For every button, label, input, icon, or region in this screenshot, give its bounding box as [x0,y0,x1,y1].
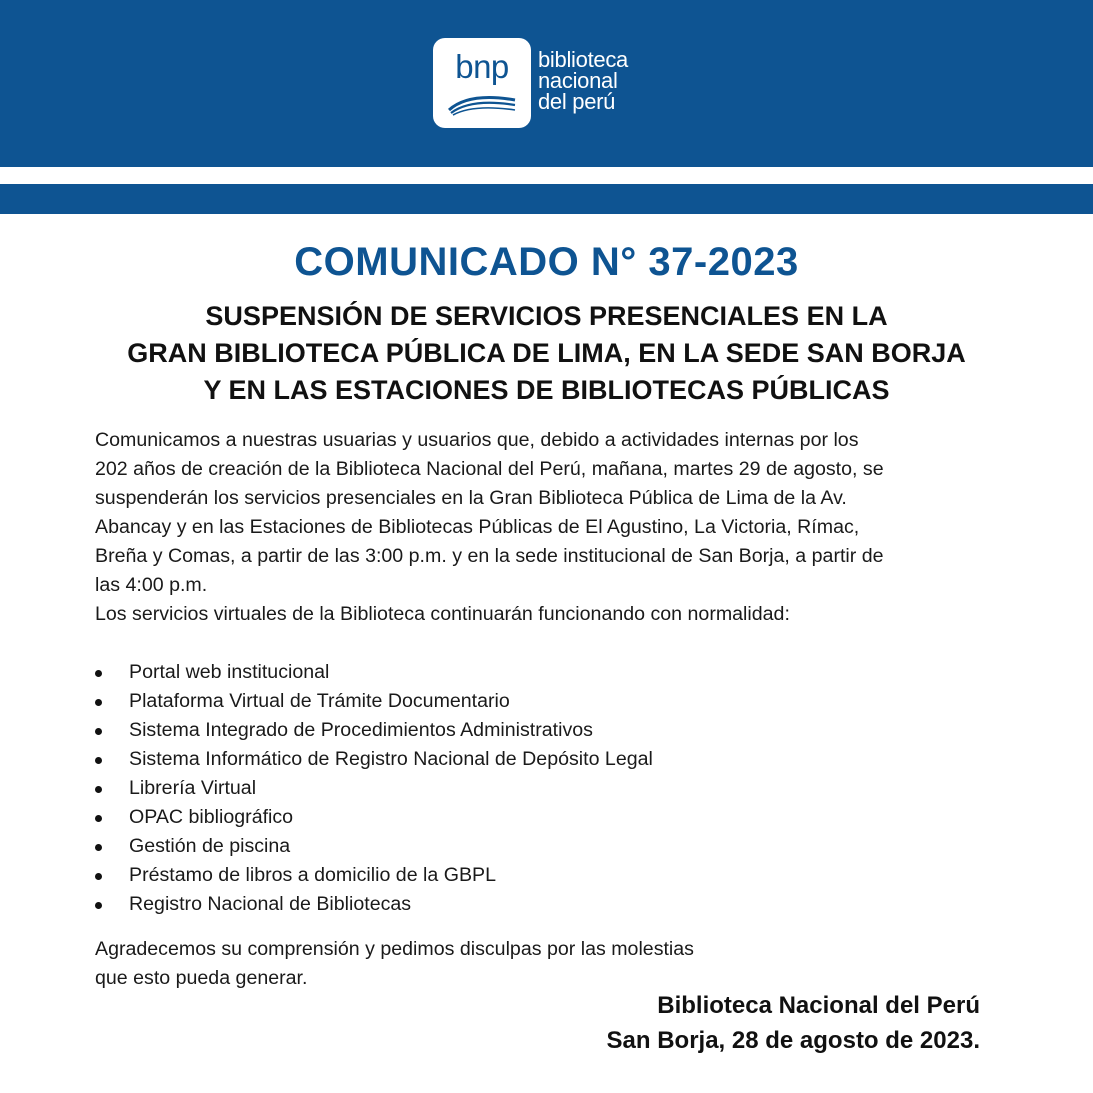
service-label: Portal web institucional [129,661,330,683]
body-line: Comunicamos a nuestras usuarias y usuarios que, debido a actividades internas por los [95,429,859,451]
bullet-icon [95,757,102,764]
body-line: 202 años de creación de la Biblioteca Nacional del Perú, mañana, martes 29 de agosto, se [95,458,884,480]
body-paragraph [95,426,995,629]
logo-name-line: biblioteca [538,47,628,72]
bullet-icon [95,699,102,706]
signature-institution: Biblioteca Nacional del Perú [657,992,980,1019]
signature-place-date: San Borja, 28 de agosto de 2023. [606,1027,980,1054]
body-line: Abancay y en las Estaciones de Bibliotecas Públicas de El Agustino, La Victoria, Rímac, [95,516,860,538]
bullet-icon [95,786,102,793]
service-label: Librería Virtual [129,777,257,799]
bullet-icon [95,873,102,880]
signature-block [607,988,980,1058]
subtitle-line: SUSPENSIÓN DE SERVICIOS PRESENCIALES EN LA [205,301,888,331]
logo-wordmark [538,49,628,112]
logo-name-line: del perú [538,89,616,114]
closing-paragraph [95,935,895,993]
bullet-icon [95,902,102,909]
document-title: COMUNICADO N° 37-2023 [294,240,799,284]
list-item [95,774,795,803]
open-book-icon [447,90,517,116]
body-line: suspenderán los servicios presenciales en la Gran Biblioteca Pública de Lima de la Av. [95,487,847,509]
virtual-services-list [95,658,795,919]
bullet-icon [95,815,102,822]
logo-abbreviation: bnp [455,48,509,85]
list-item [95,716,795,745]
document-subtitle [0,298,1093,409]
service-label: Gestión de piscina [129,835,291,857]
list-item [95,658,795,687]
body-line: Los servicios virtuales de la Biblioteca continuarán funcionando con normalidad: [95,603,790,625]
service-label: Préstamo de libros a domicilio de la GBPL [129,864,497,886]
service-label: OPAC bibliográfico [129,806,294,828]
bullet-icon [95,728,102,735]
bullet-icon [95,844,102,851]
list-item [95,890,795,919]
list-item [95,832,795,861]
service-label: Registro Nacional de Bibliotecas [129,893,412,915]
list-item [95,803,795,832]
subtitle-line: Y EN LAS ESTACIONES DE BIBLIOTECAS PÚBLICAS [203,375,890,405]
bnp-logo [433,38,531,128]
service-label: Sistema Integrado de Procedimientos Administrativos [129,719,593,741]
list-item [95,687,795,716]
list-item [95,861,795,890]
logo-name-line: nacional [538,68,618,93]
body-line: las 4:00 p.m. [95,574,208,596]
service-label: Sistema Informático de Registro Nacional de Depósito Legal [129,748,653,770]
bullet-icon [95,670,102,677]
closing-line: que esto pueda generar. [95,967,308,989]
subtitle-line: GRAN BIBLIOTECA PÚBLICA DE LIMA, EN LA SEDE SAN BORJA [127,338,966,368]
service-label: Plataforma Virtual de Trámite Documentario [129,690,510,712]
list-item [95,745,795,774]
header-band [0,0,1093,167]
header-stripe [0,184,1093,214]
closing-line: Agradecemos su comprensión y pedimos disculpas por las molestias [95,938,694,960]
body-line: Breña y Comas, a partir de las 3:00 p.m. y en la sede institucional de San Borja, a partir de [95,545,884,567]
